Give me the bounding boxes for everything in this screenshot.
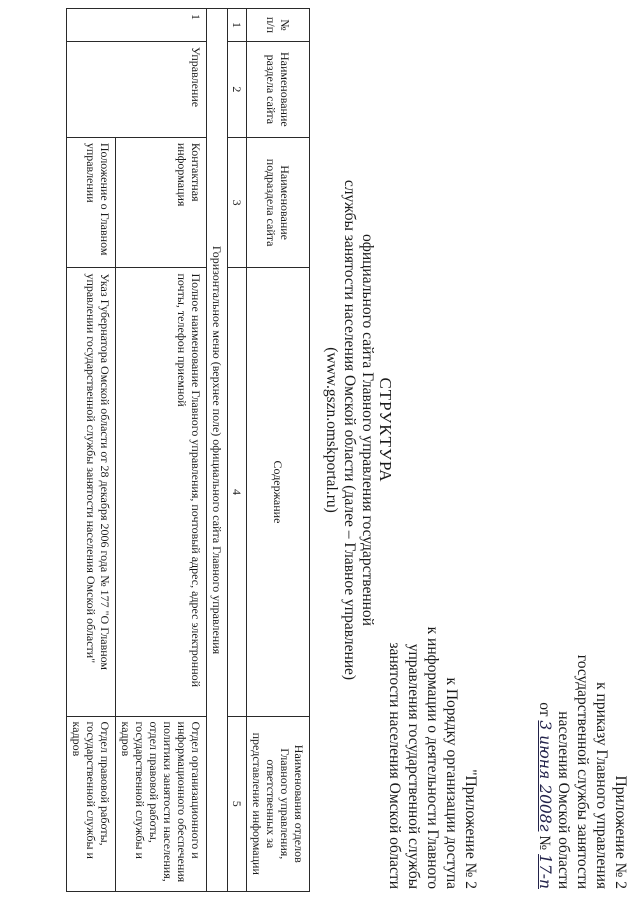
subsection-name: Контактная информация — [116, 137, 207, 268]
appendix-agency-line: государственной службы занятости — [574, 654, 591, 889]
header-subsection: Наименование подраздела сайта — [247, 137, 310, 268]
appendix-order-ref: к приказу Главного управления — [593, 682, 610, 889]
number-prefix: № — [536, 835, 553, 851]
subsection-name: Положение о Главном управлении — [67, 137, 116, 268]
table-row — [116, 9, 207, 892]
appendix-number: Приложение № 2 — [612, 775, 629, 889]
column-number: 4 — [228, 268, 247, 716]
header-section: Наименование раздела сайта — [247, 41, 310, 137]
content-cell: Полное наименование Главного управления, почтовый адрес, адрес электронной почты, телефон приемной — [116, 268, 207, 716]
site-structure-table — [66, 8, 310, 892]
title-heading: СТРУКТУРА — [376, 377, 395, 483]
column-number: 1 — [228, 9, 247, 42]
title-line-2: службы занятости населения Омской области (далее – Главное управление) — [341, 179, 358, 681]
header-content: Содержание — [247, 268, 310, 716]
column-number: 5 — [228, 716, 247, 891]
department-cell: Отдел правовой работы, государственной службы и кадров — [67, 716, 116, 891]
appendix-order-header — [535, 529, 630, 889]
procedure-agency-line: управления государственной службы — [405, 643, 422, 889]
content-cell: Указ Губернатора Омской области от 28 декабря 2006 года № 177 "О Главном управлении государственной службы занятости населения Омской области" — [67, 268, 116, 716]
handwritten-number: 17-п — [536, 854, 554, 889]
procedure-region-line: занятости населения Омской области — [386, 642, 403, 889]
column-number: 3 — [228, 137, 247, 268]
document-title — [322, 150, 394, 710]
department-cell: Отдел организационного и информационного обеспечения политики занятости населения, отдел правовой работы, государственной службы и кадров — [116, 716, 207, 891]
column-number: 2 — [228, 41, 247, 137]
procedure-appendix-number: "Приложение № 2 — [462, 769, 479, 889]
appendix-region-line: населения Омской области — [555, 711, 572, 889]
table-row — [67, 9, 116, 892]
table-header-row — [247, 9, 310, 892]
appendix-procedure-header — [385, 509, 480, 889]
title-website: (www.gszn.omskportal.ru) — [323, 347, 340, 513]
procedure-ref: к Порядку организации доступа — [443, 677, 460, 889]
title-line-1: официального сайта Главного управления государственной — [359, 234, 376, 626]
date-prefix: от — [536, 702, 553, 717]
header-num: № п/п — [247, 9, 310, 42]
procedure-info-line: к информации о деятельности Главного — [424, 626, 441, 889]
section-name: Управление — [67, 41, 207, 137]
row-number: 1 — [67, 9, 207, 42]
handwritten-date: 3 июня 2008г — [536, 720, 554, 832]
menu-section-row — [207, 9, 228, 892]
header-department: Наименования отделов Главного управления, ответственных за представление информации — [247, 716, 310, 891]
appendix-date-line — [535, 529, 554, 889]
menu-section-label: Горизонтальное меню (верхнее поле) официального сайта Главного управления — [207, 9, 228, 892]
column-number-row — [228, 9, 247, 892]
